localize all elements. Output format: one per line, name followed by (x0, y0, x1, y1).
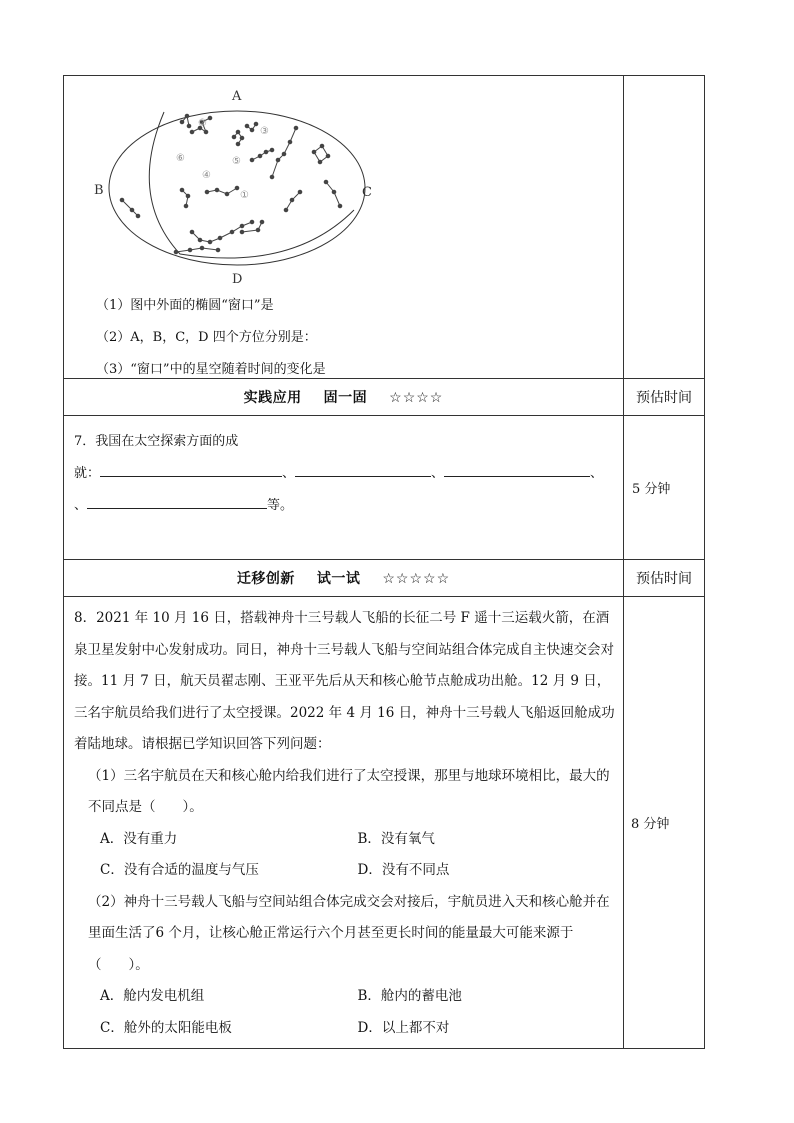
worksheet-table (63, 75, 705, 1049)
sub1-options-row1 (74, 824, 615, 856)
marker-5: ⑤ (232, 156, 241, 167)
label-d: D (232, 272, 243, 287)
sub1-option-c[interactable]: C．没有合适的温度与气压 (100, 862, 259, 878)
question-3: （3）“窗口”中的星空随着时间的变化是 (96, 362, 326, 377)
transfer-stars: ☆☆☆☆☆ (382, 571, 451, 587)
worksheet (63, 75, 704, 1049)
answer-blank-4[interactable] (87, 494, 267, 509)
practice-title: 实践应用 (243, 390, 302, 406)
answer-blank-3[interactable] (444, 462, 590, 477)
inner-horizon-arc (149, 112, 354, 258)
answer-blank-1[interactable] (100, 462, 282, 477)
practice-time-header: 预估时间 (624, 379, 705, 416)
sub1-options-row2 (74, 855, 615, 887)
sub2-options-row1 (74, 981, 615, 1013)
transfer-header (64, 560, 624, 597)
question-8-sub1: （1）三名宇航员在天和核心舱内给我们进行了太空授课，那里与地球环境相比，最大的不同点是（ ）。 (88, 767, 610, 815)
marker-3: ③ (260, 126, 269, 137)
empty-side-cell (624, 76, 705, 379)
sub2-options-row2 (74, 1013, 615, 1045)
constellations (120, 114, 342, 254)
sub1-option-b[interactable]: B．没有氧气 (357, 830, 435, 847)
label-a: A (232, 89, 242, 104)
sub2-option-d[interactable]: D．以上都不对 (357, 1019, 450, 1036)
question-8-time: 8 分钟 (624, 597, 705, 1049)
practice-stars: ☆☆☆☆ (389, 390, 444, 406)
marker-1: ① (240, 190, 249, 201)
question-8-text: 8．2021 年 10 月 16 日，搭载神舟十三号载人飞船的长征二号 F 遥十三运载火箭，在酒泉卫星发射中心发射成功。同日，神舟十三号载人飞船与空间站组合体完成自主快速交会对接。11 月 7 日，航天员翟志刚、王亚平先后从天和核心舱节点舱成功出舱。12 月 9 日，三名宇航员给我们进行了太空授课。2022 年 4 月 16 日，神舟十三号载人飞船返回舱成功着陆地球。请根据已学知识回答下列问题： (74, 610, 615, 752)
transfer-time-header: 预估时间 (624, 560, 705, 597)
practice-subtitle: 固一固 (323, 390, 368, 406)
star-chart-cell (64, 76, 624, 379)
label-c: C (362, 185, 372, 200)
sub2-option-c[interactable]: C．舱外的太阳能电板 (100, 1019, 232, 1036)
transfer-title: 迁移创新 (236, 571, 295, 587)
question-7-line2: 就： 、 、 、 (74, 458, 615, 490)
question-7-time: 5 分钟 (624, 416, 705, 560)
marker-4: ④ (202, 170, 211, 181)
sub2-option-a[interactable]: A．舱内发电机组 (100, 988, 205, 1004)
sub1-option-d[interactable]: D．没有不同点 (357, 862, 450, 878)
marker-2: ② (198, 118, 207, 129)
sub2-option-b[interactable]: B．舱内的蓄电池 (357, 988, 462, 1004)
question-8-sub2: （2）神舟十三号载人飞船与空间站组合体完成交会对接后，宇航员进入天和核心舱并在里面生活了6 个月，让核心舱正常运行六个月甚至更长时间的能量最大可能来源于（ ）。 (88, 893, 610, 973)
question-7-line1: 7．我国在太空探索方面的成 (74, 434, 239, 449)
star-chart-figure (92, 82, 382, 287)
question-2: （2）A，B，C，D 四个方位分别是： (96, 330, 317, 345)
sub1-option-a[interactable]: A．没有重力 (100, 830, 178, 847)
figure-questions (96, 290, 326, 386)
label-b: B (94, 183, 104, 198)
question-8-cell (64, 597, 624, 1049)
answer-blank-2[interactable] (295, 462, 431, 477)
question-1: （1）图中外面的椭圆“窗口”是 (96, 298, 274, 313)
transfer-subtitle: 试一试 (316, 571, 361, 587)
question-7-line3: 、 等。 (74, 490, 615, 522)
question-7-cell (64, 416, 624, 560)
marker-6: ⑥ (176, 153, 185, 164)
